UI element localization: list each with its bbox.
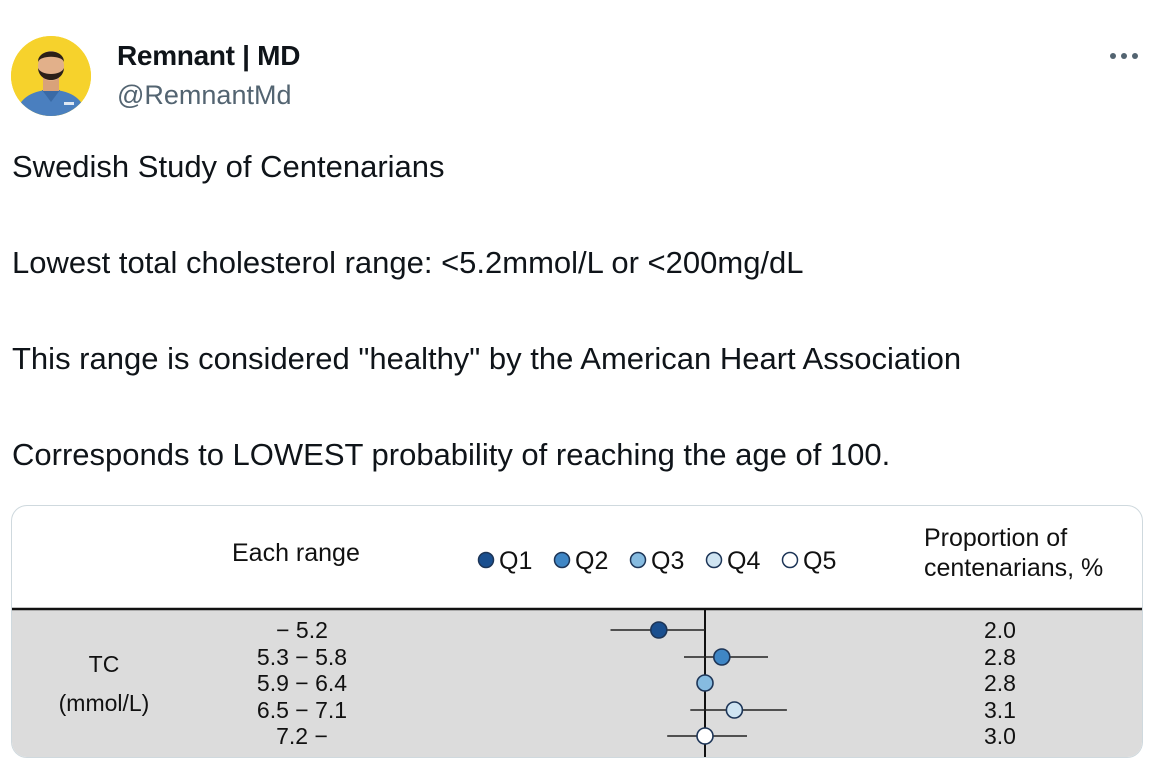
row-proportion-value: 3.1 (984, 697, 1016, 723)
point-estimate-q4 (726, 702, 742, 718)
row-proportion-value: 2.8 (984, 644, 1016, 670)
tweet-media-image[interactable] (11, 505, 1143, 758)
row-range-label: 5.9 − 6.4 (256, 670, 348, 696)
legend-marker-q2 (555, 553, 570, 568)
row-proportion-value: 3.0 (984, 723, 1016, 749)
tweet-paragraph: Swedish Study of Centenarians (12, 149, 445, 184)
data-panel-background (12, 609, 1142, 757)
row-proportion-value: 2.8 (984, 670, 1016, 696)
legend-marker-q1 (479, 553, 494, 568)
legend-label-q1: Q1 (499, 547, 533, 575)
legend-label-q3: Q3 (651, 547, 685, 575)
legend-marker-q4 (707, 553, 722, 568)
tweet-paragraph: Corresponds to LOWEST probability of reaching the age of 100. (12, 437, 891, 472)
point-estimate-q1 (651, 622, 667, 638)
author-handle[interactable]: @RemnantMd (117, 80, 292, 110)
legend-marker-q5 (783, 553, 798, 568)
header-proportion-line2: centenarians, % (924, 554, 1104, 582)
point-estimate-q3 (697, 675, 713, 691)
point-estimate-q5 (697, 728, 713, 744)
tweet-paragraph: Lowest total cholesterol range: <5.2mmol/L or <200mg/dL (12, 245, 804, 280)
more-horizontal-icon (1109, 52, 1139, 60)
author-avatar[interactable] (11, 36, 91, 116)
avatar-bearded-doctor-icon (11, 36, 91, 116)
row-range-label: 5.3 − 5.8 (256, 644, 348, 670)
legend-label-q2: Q2 (575, 547, 609, 575)
chart-legend (479, 547, 837, 575)
row-range-label: 6.5 − 7.1 (256, 697, 348, 723)
more-options-button[interactable] (1104, 44, 1144, 68)
header-each-range: Each range (232, 539, 360, 567)
row-range-label: − 5.2 (276, 617, 328, 643)
row-range-label: 7.2 − (276, 723, 328, 749)
legend-marker-q3 (631, 553, 646, 568)
tweet-text (12, 148, 1152, 532)
point-estimate-q2 (714, 649, 730, 665)
header-proportion-line1: Proportion of (924, 524, 1068, 552)
legend-label-q4: Q4 (727, 547, 761, 575)
variable-unit: (mmol/L) (58, 690, 150, 716)
tweet-paragraph: This range is considered "healthy" by the American Heart Association (12, 341, 962, 376)
legend-label-q5: Q5 (803, 547, 837, 575)
variable-label: TC (88, 651, 120, 677)
author-name[interactable]: Remnant | MD (117, 40, 301, 71)
row-proportion-value: 2.0 (984, 617, 1016, 643)
forest-plot-figure (12, 506, 1142, 757)
